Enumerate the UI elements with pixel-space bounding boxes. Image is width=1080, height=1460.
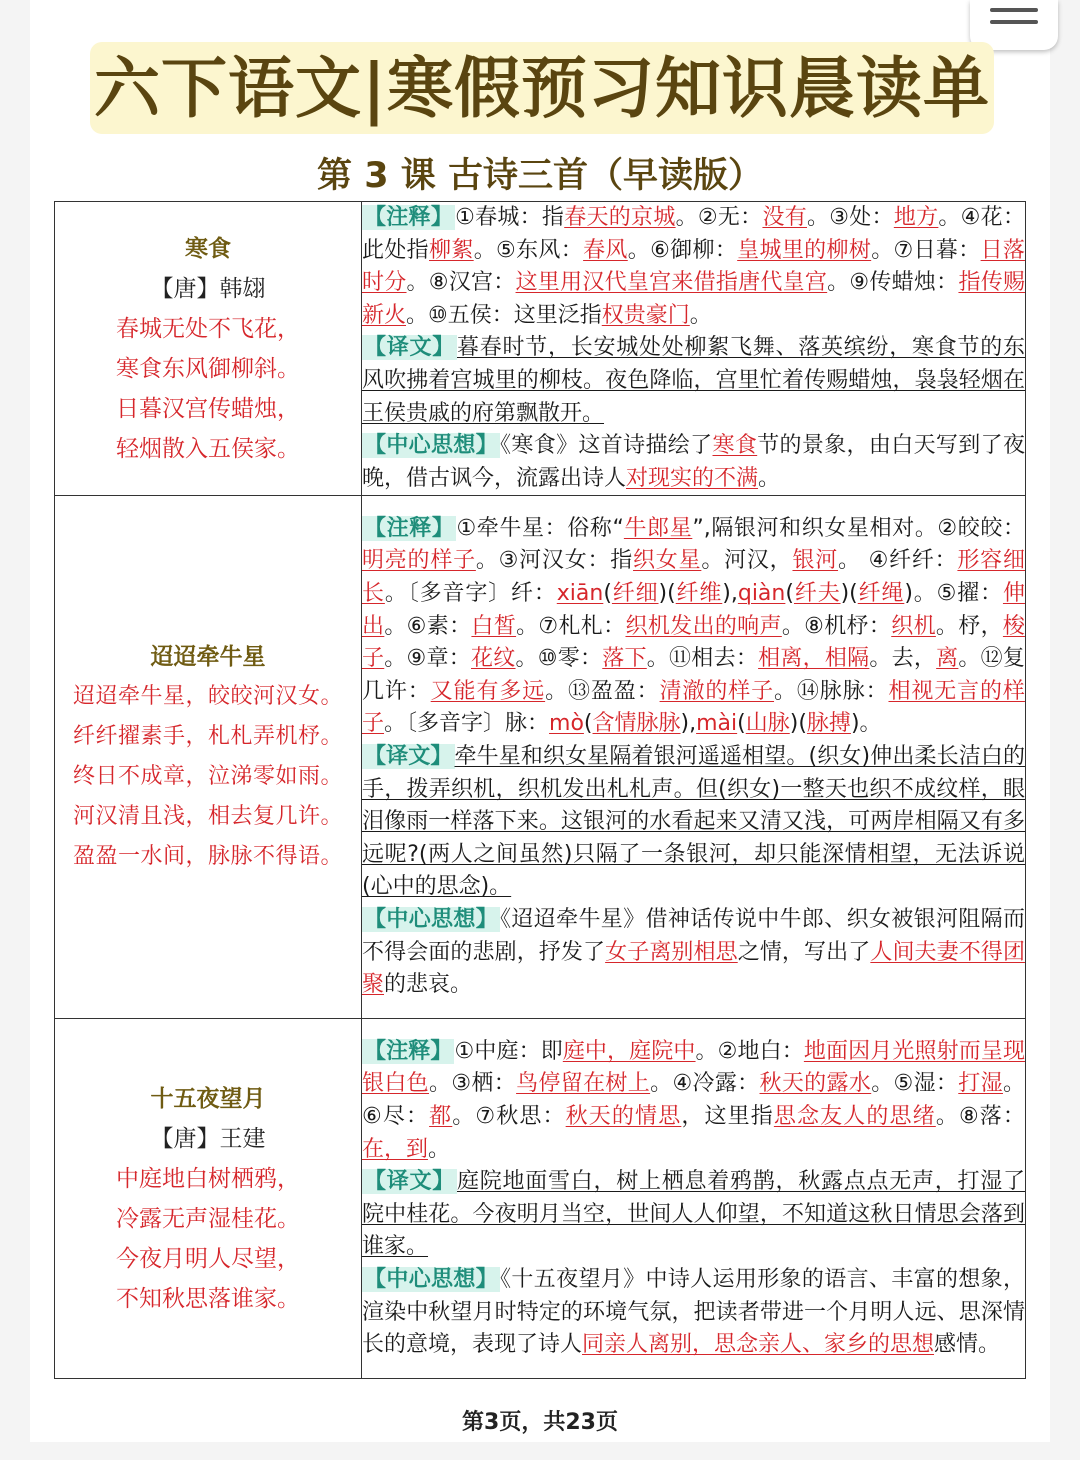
body-text: 。④花：此处指	[362, 205, 1025, 263]
highlight-text: 织女星	[633, 548, 702, 574]
body-text: 。⑨传蜡烛：	[827, 270, 959, 296]
body-text: 。⑦秋思：	[452, 1104, 566, 1130]
body-text: 。杼，	[935, 613, 1003, 639]
theme-tag: 【中心思想】	[364, 433, 499, 459]
body-text: )(	[658, 581, 676, 607]
body-text: 。⑥御柳：	[627, 237, 738, 263]
highlight-text: 相视无言的样子	[362, 678, 1025, 737]
body-text: 暮春时节，长安城处处柳絮飞舞、落英缤纷，寒食节的东风吹拂着宫城里的柳枝。夜色降临，宫里忙着传赐蜡烛，袅袅轻烟在王侯贵戚的府第飘散开。	[362, 335, 1025, 426]
translation-tag: 【译文】	[364, 744, 453, 770]
highlight-text: 寒食	[712, 433, 758, 459]
page-title: 六下语文|寒假预习知识晨读单	[93, 49, 990, 127]
highlight-text: 春风	[583, 237, 628, 263]
body-text: 。⑪相去：	[646, 646, 759, 672]
poem-cell	[55, 202, 362, 496]
highlight-text: 女子离别相思	[605, 939, 738, 965]
body-text: (	[737, 711, 746, 737]
body-text: 。③栖：	[429, 1071, 517, 1097]
notes-text	[362, 205, 1025, 328]
notes-block	[362, 513, 1025, 741]
body-text: 。⑤东风：	[473, 237, 584, 263]
highlight-text: 脉搏	[806, 711, 851, 737]
poem-table	[54, 201, 1026, 1379]
lesson-subtitle: 第 3 课 古诗三首（早读版）	[317, 156, 763, 196]
analysis-cell	[362, 202, 1026, 496]
body-text: ),	[722, 581, 738, 607]
highlight-text: qiàn	[737, 581, 786, 607]
highlight-text: xiān	[556, 581, 604, 607]
highlight-text: 离	[936, 646, 959, 672]
poem-line: 纤纤擢素手，札札弄机杼。	[72, 724, 343, 750]
notes-tag: 【注释】	[364, 1038, 453, 1064]
highlight-text: 纤维	[675, 581, 723, 607]
translation-text	[362, 744, 1025, 899]
body-text: 《迢迢牵牛星》借神话传说中牛郎、织女被银河阻隔而不得会面的悲剧，抒发了	[362, 907, 1025, 965]
poem-row	[55, 1019, 1026, 1379]
highlight-text: 日落时分	[362, 237, 1025, 296]
body-text: (	[583, 711, 593, 737]
highlight-text: 落下	[602, 646, 647, 672]
body-text: 的悲哀。	[384, 972, 473, 998]
menu-icon	[990, 20, 1038, 24]
highlight-text: 山脉	[745, 711, 790, 737]
body-text: 。〔多音字〕脉：	[384, 711, 550, 737]
body-text: 。⑧落：	[935, 1104, 1025, 1130]
highlight-text: 在，到	[362, 1136, 429, 1162]
body-text: ①中庭：即	[454, 1038, 563, 1064]
highlight-text: 人间夫妻不得团聚	[362, 939, 1025, 998]
highlight-text: 地方	[893, 205, 939, 230]
poem-title: 迢迢牵牛星	[150, 644, 266, 671]
theme-tag: 【中心思想】	[364, 907, 499, 933]
theme-tag: 【中心思想】	[364, 1267, 499, 1293]
translation-tag: 【译文】	[364, 335, 455, 361]
theme-block	[362, 1264, 1025, 1362]
poem-line: 春城无处不飞花，	[116, 315, 300, 342]
highlight-text: 含情脉脉	[592, 711, 681, 737]
page-indicator: 第3页，共23页	[462, 1410, 618, 1435]
body-text: 。⑩五侯：这里泛指	[406, 302, 602, 328]
body-text: ”,隔银河和织女星相对。②皎皎：	[692, 515, 1025, 541]
analysis-cell	[362, 1019, 1026, 1379]
body-text: 。⑤湿：	[871, 1071, 959, 1097]
highlight-text: 梭子	[362, 613, 1025, 672]
highlight-text: 纤细	[611, 581, 659, 607]
body-text: 《十五夜望月》中诗人运用形象的语言、丰富的想象，渲染中秋望月时特定的环境气氛，把读者带进一个月明人远、思深情长的意境，表现了诗人	[362, 1267, 1025, 1358]
poem-line: 日暮汉宫传蜡烛，	[116, 395, 300, 422]
body-text: )(	[840, 581, 858, 607]
body-text: 《寒食》这首诗描绘了	[500, 433, 713, 459]
body-text: ，这里指	[681, 1104, 774, 1130]
highlight-text: 花纹	[471, 646, 516, 672]
highlight-text: mò	[549, 711, 584, 737]
highlight-text: 指传赐新火	[362, 270, 1025, 328]
body-text: 牵牛星和织女星隔着银河遥遥相望。(织女)伸出柔长洁白的手，拨弄织机，织机发出札札声。但(织女)一整天也织不成纹样，眼泪像雨一样落下来。这银河的水看起来又清又浅，可两岸相隔又有多远呢?(两人之间虽然)只隔了一条银河，却只能深情相望，无法诉说(心中的思念)。	[362, 744, 1025, 900]
poem-line: 中庭地白树栖鸦，	[116, 1165, 300, 1192]
body-text: 庭院地面雪白，树上栖息着鸦鹊，秋露点点无声，打湿了院中桂花。今夜明月当空，世间人人仰望，不知道这秋日情思会落到谁家。	[362, 1169, 1025, 1260]
body-text: 感情。	[934, 1332, 1001, 1358]
poem-cell	[55, 496, 362, 1019]
translation-text	[362, 1169, 1025, 1259]
poem-line: 终日不成章，泣涕零如雨。	[72, 764, 343, 790]
highlight-text: 又能有多远	[430, 678, 546, 704]
body-text: 。⑭脉脉：	[774, 678, 889, 704]
highlight-text: 权贵豪门	[601, 302, 690, 328]
body-text: 。⑥尽：	[362, 1071, 1025, 1130]
body-text: 。〔多音字〕纤：	[384, 581, 557, 607]
notes-text	[362, 516, 1025, 737]
highlight-text: 明亮的样子	[362, 548, 476, 574]
theme-block	[362, 430, 1025, 495]
highlight-text: 柳絮	[429, 237, 474, 263]
body-text: 。⑧汉宫：	[406, 270, 516, 296]
body-text: ①牵牛星：俗称“	[456, 515, 624, 541]
translation-tag: 【译文】	[364, 1169, 455, 1195]
highlight-text: 秋天的情思	[565, 1104, 682, 1130]
body-text: ),	[680, 711, 697, 737]
translation-text	[362, 335, 1025, 425]
poem-author: 【唐】韩翃	[150, 275, 266, 302]
poem-line: 今夜月明人尽望，	[116, 1245, 300, 1272]
theme-block	[362, 904, 1025, 1002]
highlight-text: 皇城里的柳树	[737, 237, 872, 263]
body-text: 。河汉，	[701, 548, 793, 574]
body-text: 。③河汉女：指	[475, 548, 634, 574]
poem-title: 寒食	[185, 235, 231, 262]
poem-line: 不知秋思落谁家。	[116, 1285, 300, 1312]
body-text: 。	[689, 302, 712, 328]
highlight-text: 同亲人离别，思念亲人、家乡的思想	[582, 1332, 935, 1358]
highlight-text: 形容细长	[362, 548, 1025, 607]
body-text: )。	[850, 711, 882, 737]
body-text: 节的景象，由白天写到了夜晚，借古讽今，流露出诗人	[362, 433, 1025, 491]
highlight-text: 这里用汉代皇宫来借指唐代皇宫	[515, 270, 828, 296]
body-text: )(	[789, 711, 807, 737]
body-text: 。②无：	[675, 205, 763, 230]
body-text: 。⑦日暮：	[871, 237, 981, 263]
body-text: 。⑧机杼：	[781, 613, 892, 639]
highlight-text: 春天的京城	[564, 205, 676, 230]
highlight-text: 地面因月光照射而呈现银白色	[362, 1038, 1025, 1097]
highlight-text: 清澈的样子	[659, 678, 775, 704]
body-text: 。⑩零：	[515, 646, 603, 672]
poem-line: 迢迢牵牛星，皎皎河汉女。	[72, 684, 343, 710]
body-text: (	[603, 581, 612, 607]
body-text: )。⑤擢：	[904, 581, 1003, 607]
highlight-text: 白皙	[471, 613, 517, 639]
analysis-cell	[362, 496, 1026, 1019]
highlight-text: 伸出	[362, 581, 1025, 639]
highlight-text: 银河	[792, 548, 839, 574]
body-text: 。③处：	[807, 205, 894, 230]
body-text: 之情，写出了	[737, 939, 871, 965]
highlight-text: 庭中，庭院中	[562, 1038, 696, 1064]
poem-line: 盈盈一水间，脉脉不得语。	[72, 844, 343, 870]
highlight-text: mài	[696, 711, 738, 737]
highlight-text: 打湿	[958, 1071, 1003, 1097]
highlight-text: 秋天的露水	[759, 1071, 872, 1097]
poem-row	[55, 496, 1026, 1019]
body-text: 。⑨章：	[384, 646, 472, 672]
body-text: 。	[758, 465, 781, 491]
poem-author: 【唐】王建	[150, 1125, 266, 1152]
menu-icon	[990, 8, 1038, 12]
notes-block	[362, 202, 1025, 332]
notes-block	[362, 1036, 1025, 1166]
poem-row	[55, 202, 1026, 496]
body-text: 。去，	[869, 646, 937, 672]
body-text: 。	[428, 1136, 451, 1162]
body-text: 。⑬盈盈：	[545, 678, 660, 704]
highlight-text: 织机发出的响声	[625, 613, 782, 639]
body-text: 。⑥素：	[384, 613, 472, 639]
notes-text	[362, 1039, 1025, 1162]
translation-block	[362, 1166, 1025, 1264]
poem-line: 冷露无声湿桂花。	[116, 1205, 300, 1232]
highlight-text: 织机	[891, 613, 936, 639]
body-text: 。②地白：	[695, 1038, 804, 1064]
highlight-text: 纤夫	[793, 581, 841, 607]
highlight-text: 没有	[762, 205, 807, 230]
notes-tag: 【注释】	[364, 515, 455, 541]
body-text: 。④冷露：	[650, 1071, 760, 1097]
notes-tag: 【注释】	[364, 205, 454, 230]
translation-block	[362, 332, 1025, 430]
highlight-text: 相离，相隔	[758, 646, 870, 672]
highlight-text: 都	[429, 1104, 453, 1130]
translation-block	[362, 741, 1025, 904]
poem-cell	[55, 1019, 362, 1379]
highlight-text: 鸟停留在树上	[516, 1071, 651, 1097]
body-text: ①春城：指	[455, 205, 565, 230]
body-text: (	[785, 581, 794, 607]
highlight-text: 思念友人的思绪	[773, 1104, 936, 1130]
highlight-text: 牛郎星	[623, 515, 693, 541]
poem-line: 轻烟散入五侯家。	[116, 435, 300, 462]
poem-title: 十五夜望月	[150, 1085, 266, 1112]
poem-line: 寒食东风御柳斜。	[116, 355, 300, 382]
highlight-text: 纤绳	[857, 581, 905, 607]
body-text: 。⑫复几许：	[362, 646, 1025, 704]
body-text: 。 ④纤纤：	[838, 548, 958, 574]
title-banner	[90, 42, 994, 134]
highlight-text: 对现实的不满	[626, 465, 759, 491]
poem-line: 河汉清且浅，相去复几许。	[72, 804, 343, 830]
body-text: 。⑦札札：	[516, 613, 626, 639]
